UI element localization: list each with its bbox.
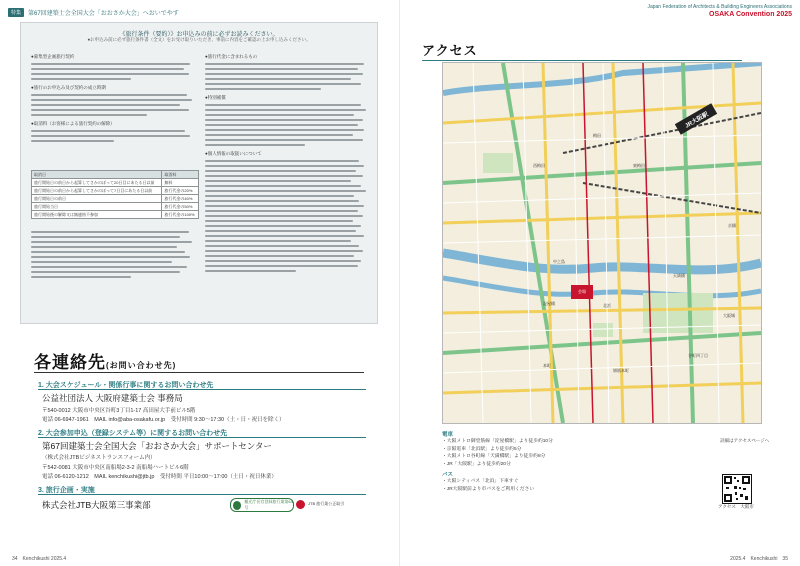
qr-caption: アクセス 大阪市 <box>718 504 754 509</box>
right-page <box>400 0 800 566</box>
table-cell: 旅行代金の20% <box>162 187 199 195</box>
travel-terms-box <box>20 22 378 324</box>
travel-agency-logo: 観光庁長官登録旅行業第64号 <box>230 498 294 512</box>
right-header-small: Japan Federation of Architects & Building Engineers Associations <box>647 4 792 10</box>
map-label: 北浜 <box>603 303 611 308</box>
table-cell: 旅行開始後の解除又は無連絡不参加 <box>32 211 162 219</box>
venue-marker: 会場 <box>571 285 593 299</box>
right-header <box>647 4 792 18</box>
info-line: ・JR「大阪駅」より徒歩約20分 <box>442 461 511 467</box>
left-header <box>8 6 179 18</box>
info-line: ・大阪メトロ谷町線「天満橋駅」より徒歩約8分 <box>442 454 546 459</box>
table-cell: 取消料 <box>162 171 199 179</box>
contact-org: 株式会社JTB大阪第三事業部 <box>42 500 151 510</box>
contact-section-head: 2. 大会参加申込（登録システム等）に関するお問い合わせ先 <box>38 430 228 437</box>
terms-column-left <box>31 49 197 145</box>
map-label: 東梅田 <box>633 163 645 168</box>
contact-org: 公益社団法人 大阪府建築士会 事務局 <box>42 393 183 403</box>
contact-org-sub: （株式会社JTBビジネストランスフォーム内） <box>42 455 156 461</box>
info-line: ・大阪シティバス「北浜」下車すぐ <box>442 479 519 484</box>
info-line: ・京阪電車「北浜駅」より徒歩約5分 <box>442 446 522 452</box>
contacts-section <box>20 330 376 530</box>
cancellation-fee-table <box>31 170 199 219</box>
map-label: 西梅田 <box>533 163 545 168</box>
access-title: アクセス <box>422 43 478 58</box>
info-line: ・JR大阪駅前より市バスをご利用ください <box>442 486 535 492</box>
map-label: 淀屋橋 <box>543 301 555 306</box>
terms-head: ●個人情報の取扱いについて <box>205 151 262 156</box>
contact-detail: 電話 06-6120-1212 MAIL kenchikushi@jtb.jp 受付時間 平日10:00〜17:00（土日・祝日休業） <box>42 474 277 480</box>
terms-head: ●特別補償 <box>205 95 226 100</box>
terms-head: ●旅行のお申込み及び契約の成立時期 <box>31 85 106 90</box>
contact-section-head: 1. 大会スケジュール・関係行事に関するお問い合わせ先 <box>38 382 214 389</box>
terms-head: ●募集型企画旅行契約 <box>31 54 75 59</box>
contacts-title: 各連絡先(お問い合わせ先) <box>34 353 177 372</box>
jr-osaka-station: JR大阪駅 <box>675 103 717 134</box>
map-label: 大阪城 <box>723 313 735 318</box>
info-head-bus: バス <box>442 472 454 478</box>
terms-head: ●取消料（お客様による旅行契約の解除） <box>31 121 115 126</box>
table-cell: 取消日 <box>32 171 162 179</box>
contact-detail: 電話 06-6947-1961 MAIL info@aba-osakafu.or.jp 受付時間 9:30〜17:30（土・日・祝日を除く） <box>42 417 285 423</box>
footer-right: 2025.4 Kenchikushi 35 <box>730 556 788 562</box>
terms-head: ●旅行代金に含まれるもの <box>205 54 258 59</box>
contact-detail: 〒542-0081 大阪市中央区南船場2-3-2 南船場ハートビル6階 <box>42 465 189 471</box>
map-label: 京橋 <box>728 223 736 228</box>
feature-badge: 特集 <box>8 8 24 17</box>
qr-label: 詳細はアクセスページへ <box>720 438 770 443</box>
qr-code[interactable] <box>722 474 752 504</box>
contact-org: 第67回建築士会全国大会「おおさか大会」サポートセンター <box>42 441 272 451</box>
contact-section-head: 3. 旅行企画・実施 <box>38 487 95 494</box>
left-header-title: 第67回建築士会全国大会「おおさか大会」へおいでやす <box>28 10 179 17</box>
table-cell: 旅行開始日の前日から起算してさかのぼって20日目にあたる日以前 <box>32 179 162 187</box>
osaka-convention-logo: OSAKA Convention 2025 <box>709 11 792 18</box>
jtb-logo: JTB 旅行業公正取引 <box>296 498 356 510</box>
table-cell: 旅行代金の40% <box>162 195 199 203</box>
map-label: 谷町四丁目 <box>688 353 708 358</box>
terms-title: 《旅行条件（要約）》お申込みの前に必ずお読みください。 <box>119 32 279 38</box>
map-label: 堺筋本町 <box>613 368 629 373</box>
table-cell: 旅行開始日の前日 <box>32 195 162 203</box>
table-cell: 旅行代金の100% <box>162 211 199 219</box>
table-cell: 旅行代金の50% <box>162 203 199 211</box>
footer-left: 34 Kenchikushi 2025.4 <box>12 556 67 562</box>
map-label: 中之島 <box>553 259 565 264</box>
terms-column-left-lower <box>31 228 197 281</box>
contacts-title-sub: (お問い合わせ先) <box>106 361 177 370</box>
contact-detail: 〒540-0012 大阪市中央区谷町3丁目1-17 高田屋大手前ビル5階 <box>42 408 196 414</box>
map-label: 天満橋 <box>673 273 685 278</box>
info-line: ・大阪メトロ御堂筋線「淀屋橋駅」より徒歩約10分 <box>442 439 553 444</box>
info-head-train: 電車 <box>442 432 454 438</box>
table-cell: 旅行開始当日 <box>32 203 162 211</box>
map-label: 本町 <box>543 363 551 368</box>
map-label: 梅田 <box>593 133 601 138</box>
map-drawing <box>443 63 761 423</box>
terms-subtitle: ●お申込み前に必ず旅行条件書（全文）をお受け取りいただき、事前に内容をご確認の上お申し込みください。 <box>87 37 311 42</box>
terms-column-right <box>205 49 371 275</box>
table-cell: 旅行開始日の前日から起算してさかのぼって7日目にあたる日以前 <box>32 187 162 195</box>
table-cell: 無料 <box>162 179 199 187</box>
access-map[interactable] <box>442 62 762 424</box>
